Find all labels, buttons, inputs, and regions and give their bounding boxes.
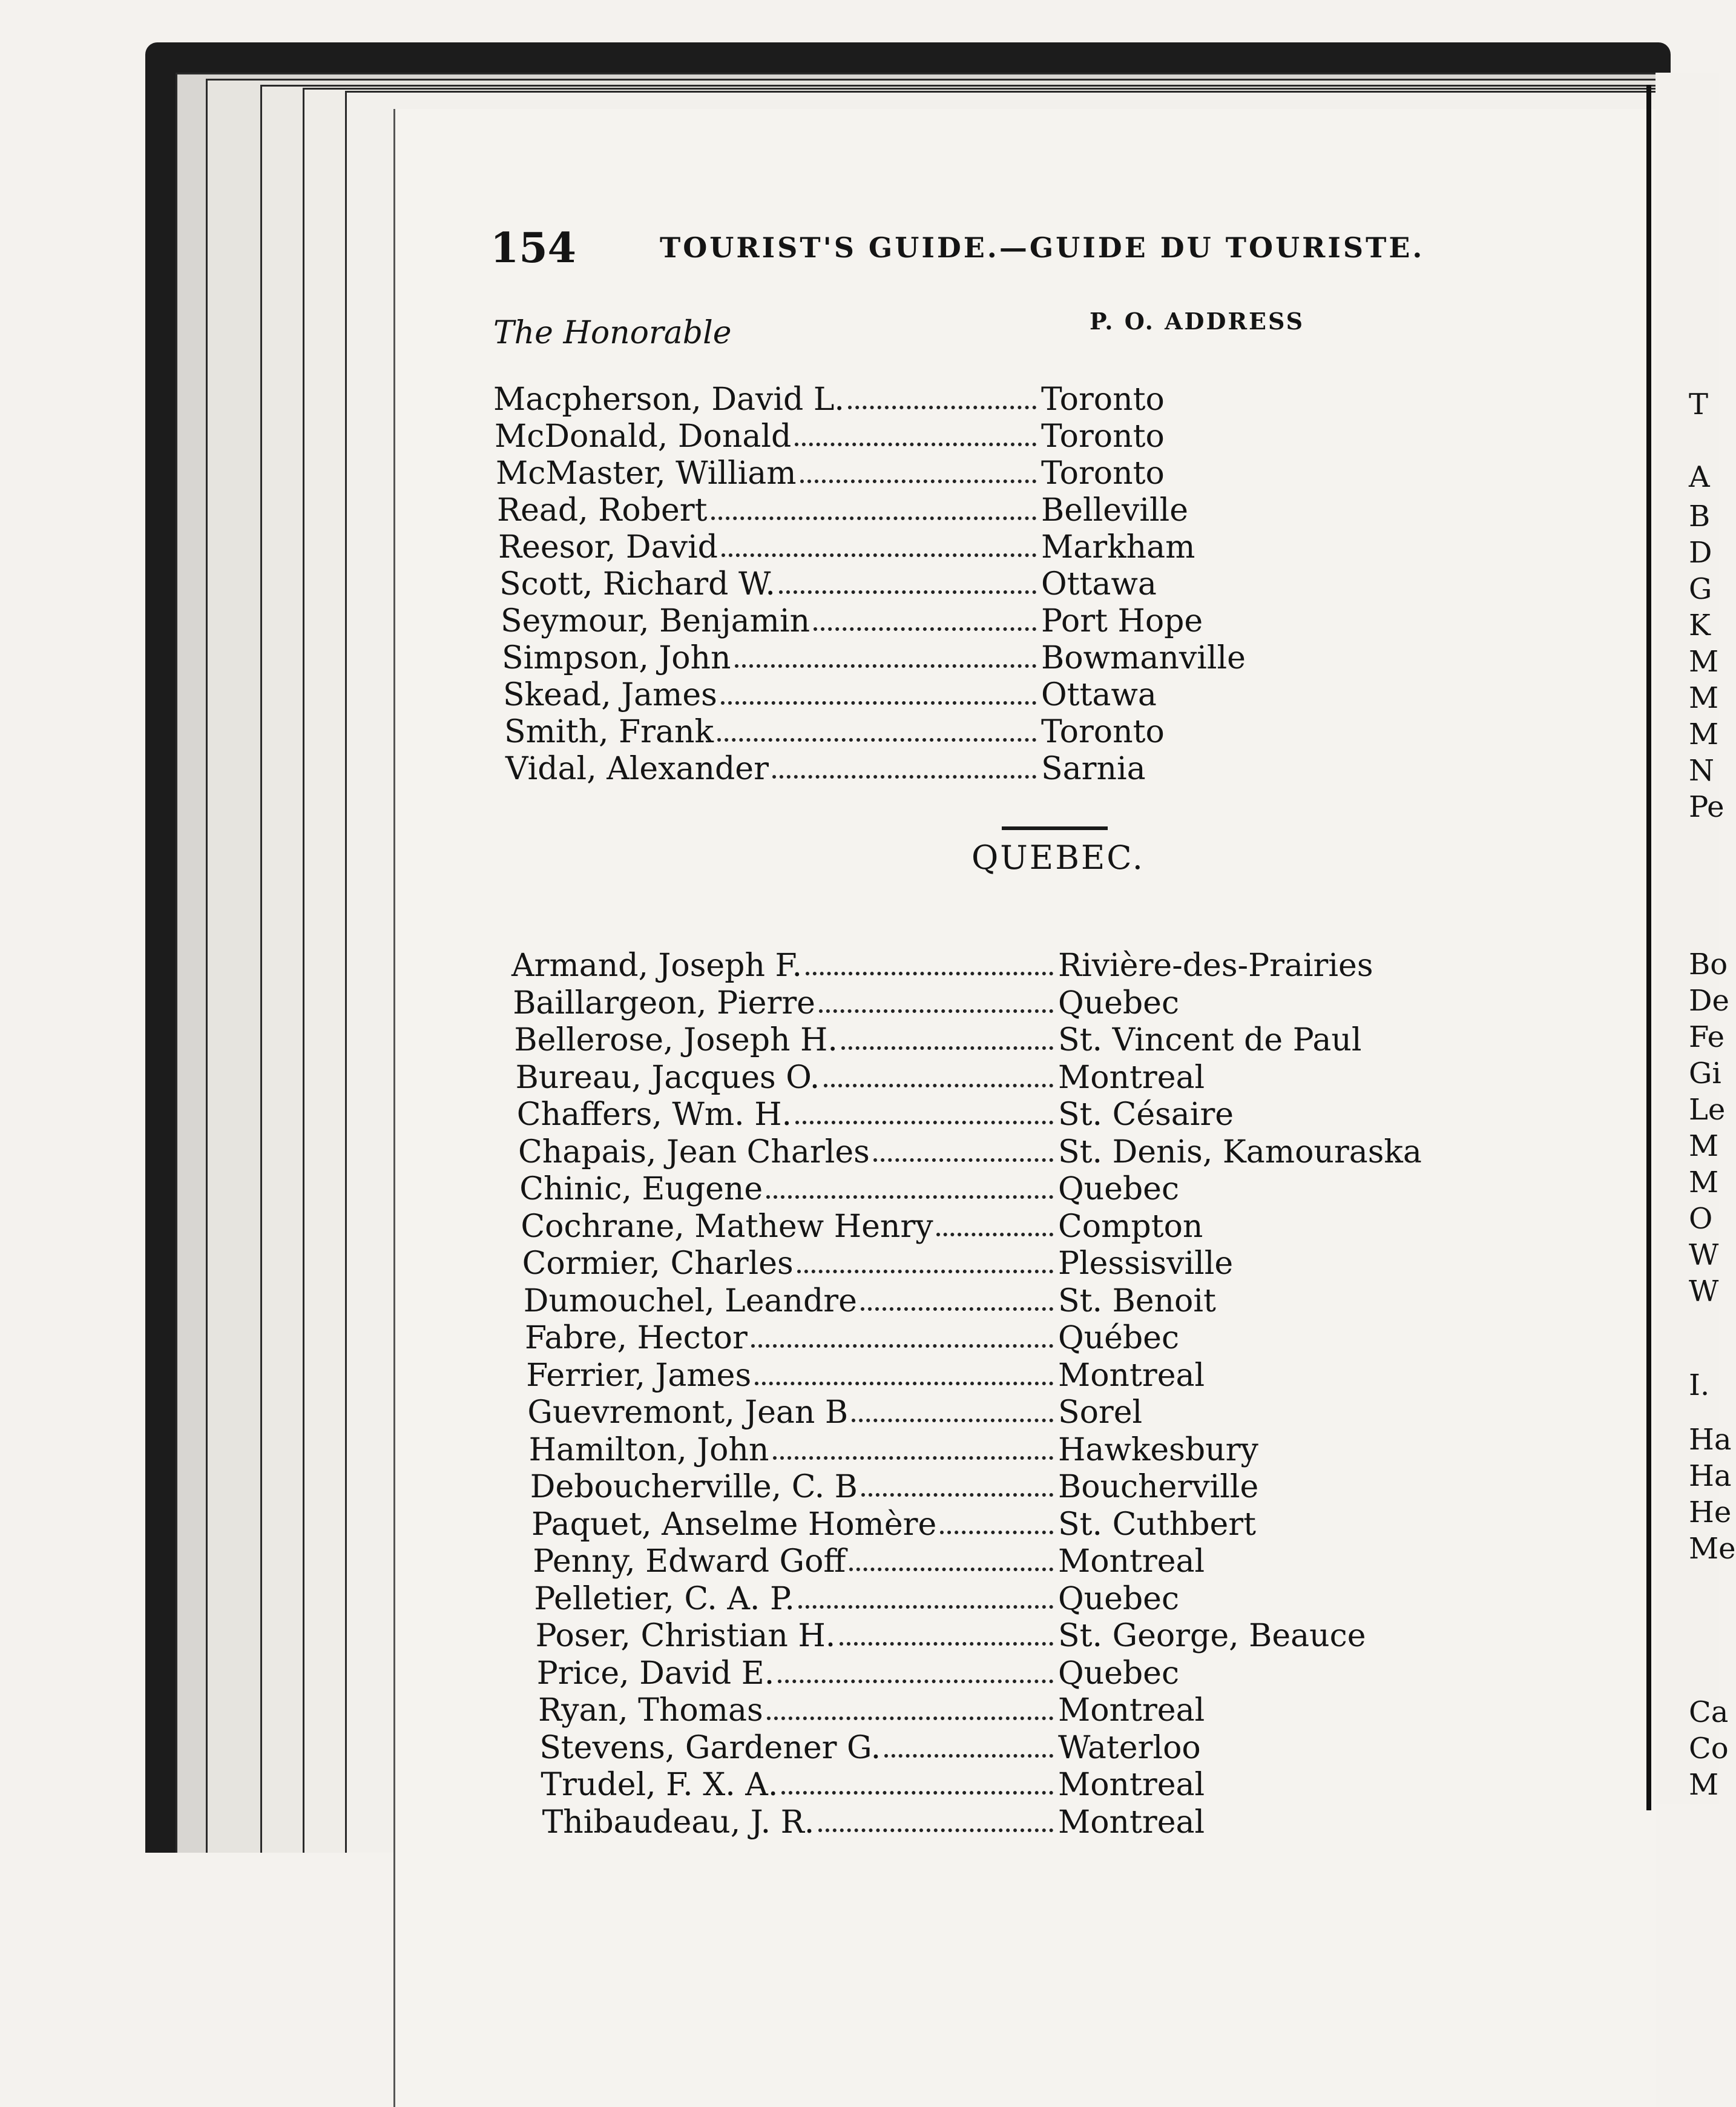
dot-leader <box>806 972 1053 975</box>
list-item <box>511 948 1373 984</box>
facing-page-letter: G <box>1689 572 1712 606</box>
member-name: Fabre, Hector <box>525 1320 748 1356</box>
list-item <box>534 1580 1180 1617</box>
list-item <box>522 1245 1234 1282</box>
subheading: The Honorable <box>493 315 732 351</box>
member-address: Quebec <box>1057 1655 1180 1692</box>
facing-page-letter: W <box>1689 1238 1719 1272</box>
page-header <box>490 224 1425 279</box>
list-item <box>523 1282 1216 1319</box>
member-name: Guevremont, Jean B <box>527 1394 849 1431</box>
dot-leader <box>781 1791 1053 1795</box>
member-address: Sorel <box>1057 1394 1143 1431</box>
dot-leader <box>884 1754 1053 1758</box>
list-item <box>505 751 1146 787</box>
member-address: Quebec <box>1057 1171 1180 1207</box>
member-name: Pelletier, C. A. P. <box>534 1580 795 1617</box>
dot-leader <box>800 480 1036 483</box>
dot-leader <box>751 1344 1053 1348</box>
dot-leader <box>717 738 1036 742</box>
list-item <box>518 1133 1422 1170</box>
facing-page-letter: A <box>1689 460 1710 494</box>
member-name: Stevens, Gardener G. <box>539 1729 881 1766</box>
member-address: Toronto <box>1041 381 1165 418</box>
list-item <box>535 1618 1366 1654</box>
member-address: Montreal <box>1058 1692 1205 1729</box>
member-address: Toronto <box>1041 418 1165 455</box>
member-name: Scott, Richard W. <box>499 566 775 602</box>
dot-leader <box>778 1680 1053 1683</box>
member-address: St. Denis, Kamouraska <box>1058 1133 1422 1170</box>
list-item <box>519 1171 1180 1207</box>
facing-page-letter: B <box>1689 500 1711 533</box>
dot-leader <box>861 1307 1053 1311</box>
list-item <box>538 1692 1205 1729</box>
list-item <box>503 677 1157 713</box>
member-address: Quebec <box>1057 984 1180 1021</box>
member-address: Montreal <box>1057 1804 1205 1841</box>
member-name: Cormier, Charles <box>522 1245 794 1282</box>
member-name: Chinic, Eugene <box>519 1171 763 1207</box>
list-item <box>499 566 1157 602</box>
facing-page-letter: Bo <box>1689 948 1728 981</box>
facing-page-letter: N <box>1689 754 1714 788</box>
member-name: McMaster, William <box>496 455 797 492</box>
member-name: Skead, James <box>503 677 717 713</box>
list-item <box>495 418 1165 455</box>
list-item <box>531 1506 1257 1543</box>
member-address: Montreal <box>1057 1543 1205 1580</box>
list-item <box>515 1059 1205 1096</box>
dot-leader <box>848 406 1036 409</box>
list-item <box>542 1804 1205 1841</box>
member-name: Bureau, Jacques O. <box>515 1059 820 1096</box>
section-divider <box>1002 826 1108 830</box>
list-item <box>527 1394 1143 1431</box>
dot-leader <box>795 443 1036 446</box>
member-address: Markham <box>1041 529 1195 565</box>
member-address: St. George, Beauce <box>1057 1618 1366 1654</box>
dot-leader <box>852 1419 1053 1422</box>
member-name: Penny, Edward Goff <box>533 1543 846 1580</box>
member-address: Waterloo <box>1057 1729 1201 1766</box>
facing-page-letter: Le <box>1689 1093 1726 1127</box>
list-item <box>539 1729 1201 1766</box>
member-name: Ferrier, James <box>526 1357 752 1394</box>
dot-leader <box>840 1642 1053 1646</box>
book-gutter <box>1646 85 1651 1810</box>
facing-page-letter: W <box>1689 1274 1719 1308</box>
list-item <box>533 1543 1205 1580</box>
dot-leader <box>841 1046 1053 1050</box>
member-address: Boucherville <box>1057 1469 1259 1505</box>
facing-page-letter: Pe <box>1689 790 1724 824</box>
member-name: Baillargeon, Pierre <box>513 984 815 1021</box>
member-name: Macpherson, David L. <box>493 381 844 418</box>
list-item <box>493 381 1165 418</box>
page-number: 154 <box>490 224 576 272</box>
dot-leader <box>735 664 1036 668</box>
dot-leader <box>779 590 1036 594</box>
facing-page-letter: M <box>1689 1166 1719 1199</box>
member-name: Thibaudeau, J. R. <box>542 1804 815 1841</box>
facing-page-letter: M <box>1689 645 1719 679</box>
dot-leader <box>773 1456 1053 1460</box>
facing-page-letter: Me <box>1689 1532 1736 1566</box>
list-item <box>541 1767 1205 1803</box>
member-address: Toronto <box>1041 714 1165 750</box>
member-name: Read, Robert <box>497 492 708 529</box>
member-address: Compton <box>1057 1208 1203 1245</box>
dot-leader <box>772 775 1036 779</box>
list-item <box>525 1320 1180 1356</box>
member-address: Ottawa <box>1041 677 1157 713</box>
member-name: Dumouchel, Leandre <box>523 1282 857 1319</box>
facing-page-letter: T <box>1689 387 1709 421</box>
member-address: St. Vincent de Paul <box>1057 1022 1362 1058</box>
member-address: Rivière-des-Prairies <box>1058 948 1373 984</box>
member-address: St. Cuthbert <box>1058 1506 1257 1543</box>
list-item <box>526 1357 1205 1394</box>
facing-page-letter: M <box>1689 1768 1719 1802</box>
facing-page-letter: Ca <box>1689 1695 1729 1729</box>
facing-page-letter: D <box>1689 536 1712 570</box>
list-item <box>536 1655 1180 1692</box>
member-name: McDonald, Donald <box>495 418 792 455</box>
facing-page-letters <box>1689 0 1736 2107</box>
member-address: Sarnia <box>1041 751 1146 787</box>
dot-leader <box>940 1531 1053 1534</box>
section-title: QUEBEC. <box>972 839 1145 877</box>
dot-leader <box>797 1270 1053 1273</box>
list-item <box>502 640 1246 676</box>
facing-page-letter: He <box>1689 1495 1732 1529</box>
member-address: Montreal <box>1057 1357 1205 1394</box>
list-item <box>501 603 1203 639</box>
member-address: Montreal <box>1057 1767 1205 1803</box>
dot-leader <box>818 1828 1053 1832</box>
facing-page-letter: De <box>1689 984 1729 1018</box>
dot-leader <box>766 1195 1053 1199</box>
dot-leader <box>755 1382 1053 1385</box>
member-address: Port Hope <box>1041 603 1203 639</box>
member-address: Québec <box>1058 1320 1180 1356</box>
facing-page-letter: Gi <box>1689 1057 1721 1090</box>
dot-leader <box>819 1009 1053 1013</box>
member-address: Bowmanville <box>1041 640 1246 676</box>
list-item <box>498 529 1195 565</box>
member-address: Plessisville <box>1057 1245 1234 1282</box>
member-name: Smith, Frank <box>504 714 714 750</box>
member-name: Vidal, Alexander <box>505 751 769 787</box>
running-head: TOURIST'S GUIDE.—GUIDE DU TOURISTE. <box>660 231 1425 264</box>
member-address: Ottawa <box>1041 566 1157 602</box>
dot-leader <box>849 1568 1053 1571</box>
facing-page-letter: M <box>1689 1129 1719 1163</box>
facing-page-letter: Co <box>1689 1732 1729 1766</box>
member-address: Toronto <box>1041 455 1165 492</box>
dot-leader <box>722 553 1036 557</box>
member-name: Poser, Christian H. <box>535 1618 836 1654</box>
member-name: Trudel, F. X. A. <box>541 1767 778 1803</box>
member-address: St. Césaire <box>1057 1096 1234 1133</box>
member-address: Hawkesbury <box>1057 1431 1258 1468</box>
dot-leader <box>795 1121 1053 1124</box>
member-name: Bellerose, Joseph H. <box>514 1022 838 1058</box>
facing-page-letter: Fe <box>1689 1020 1725 1054</box>
list-item <box>496 455 1165 492</box>
member-name: Ryan, Thomas <box>538 1692 763 1729</box>
member-name: Paquet, Anselme Homère <box>531 1506 937 1543</box>
list-item <box>504 714 1165 750</box>
member-address: Belleville <box>1041 492 1189 529</box>
member-name: Seymour, Benjamin <box>501 603 810 639</box>
dot-leader <box>798 1605 1053 1609</box>
dot-leader <box>814 627 1036 631</box>
member-name: Price, David E. <box>536 1655 775 1692</box>
dot-leader <box>873 1158 1053 1162</box>
dot-leader <box>721 701 1036 705</box>
member-address: Quebec <box>1057 1580 1180 1617</box>
facing-page-letter: I. <box>1689 1368 1710 1402</box>
facing-page-letter: K <box>1689 608 1711 642</box>
dot-leader <box>824 1084 1053 1087</box>
list-item <box>521 1208 1203 1245</box>
dot-leader <box>936 1233 1053 1236</box>
list-item <box>514 1022 1362 1058</box>
member-name: Reesor, David <box>498 529 718 565</box>
member-name: Chaffers, Wm. H. <box>516 1096 792 1133</box>
facing-page-letter: Ha <box>1689 1423 1732 1457</box>
list-item <box>497 492 1189 529</box>
member-name: Deboucherville, C. B <box>530 1469 858 1505</box>
facing-page-letter: M <box>1689 681 1719 715</box>
dot-leader <box>711 516 1036 520</box>
list-item <box>530 1469 1259 1505</box>
dot-leader <box>861 1493 1053 1497</box>
member-address: Montreal <box>1057 1059 1205 1096</box>
dot-leader <box>767 1716 1053 1720</box>
member-name: Simpson, John <box>502 640 731 676</box>
member-address: St. Benoit <box>1057 1282 1216 1319</box>
member-name: Chapais, Jean Charles <box>518 1133 870 1170</box>
list-item <box>528 1431 1258 1468</box>
facing-page-letter: O <box>1689 1202 1713 1236</box>
column-heading: P. O. ADDRESS <box>1090 308 1305 335</box>
list-item <box>516 1096 1234 1133</box>
member-name: Cochrane, Mathew Henry <box>521 1208 933 1245</box>
facing-page-letter: Ha <box>1689 1459 1732 1493</box>
facing-page-letter: M <box>1689 717 1719 751</box>
member-name: Armand, Joseph F. <box>511 948 802 984</box>
list-item <box>513 984 1180 1021</box>
member-name: Hamilton, John <box>528 1431 769 1468</box>
